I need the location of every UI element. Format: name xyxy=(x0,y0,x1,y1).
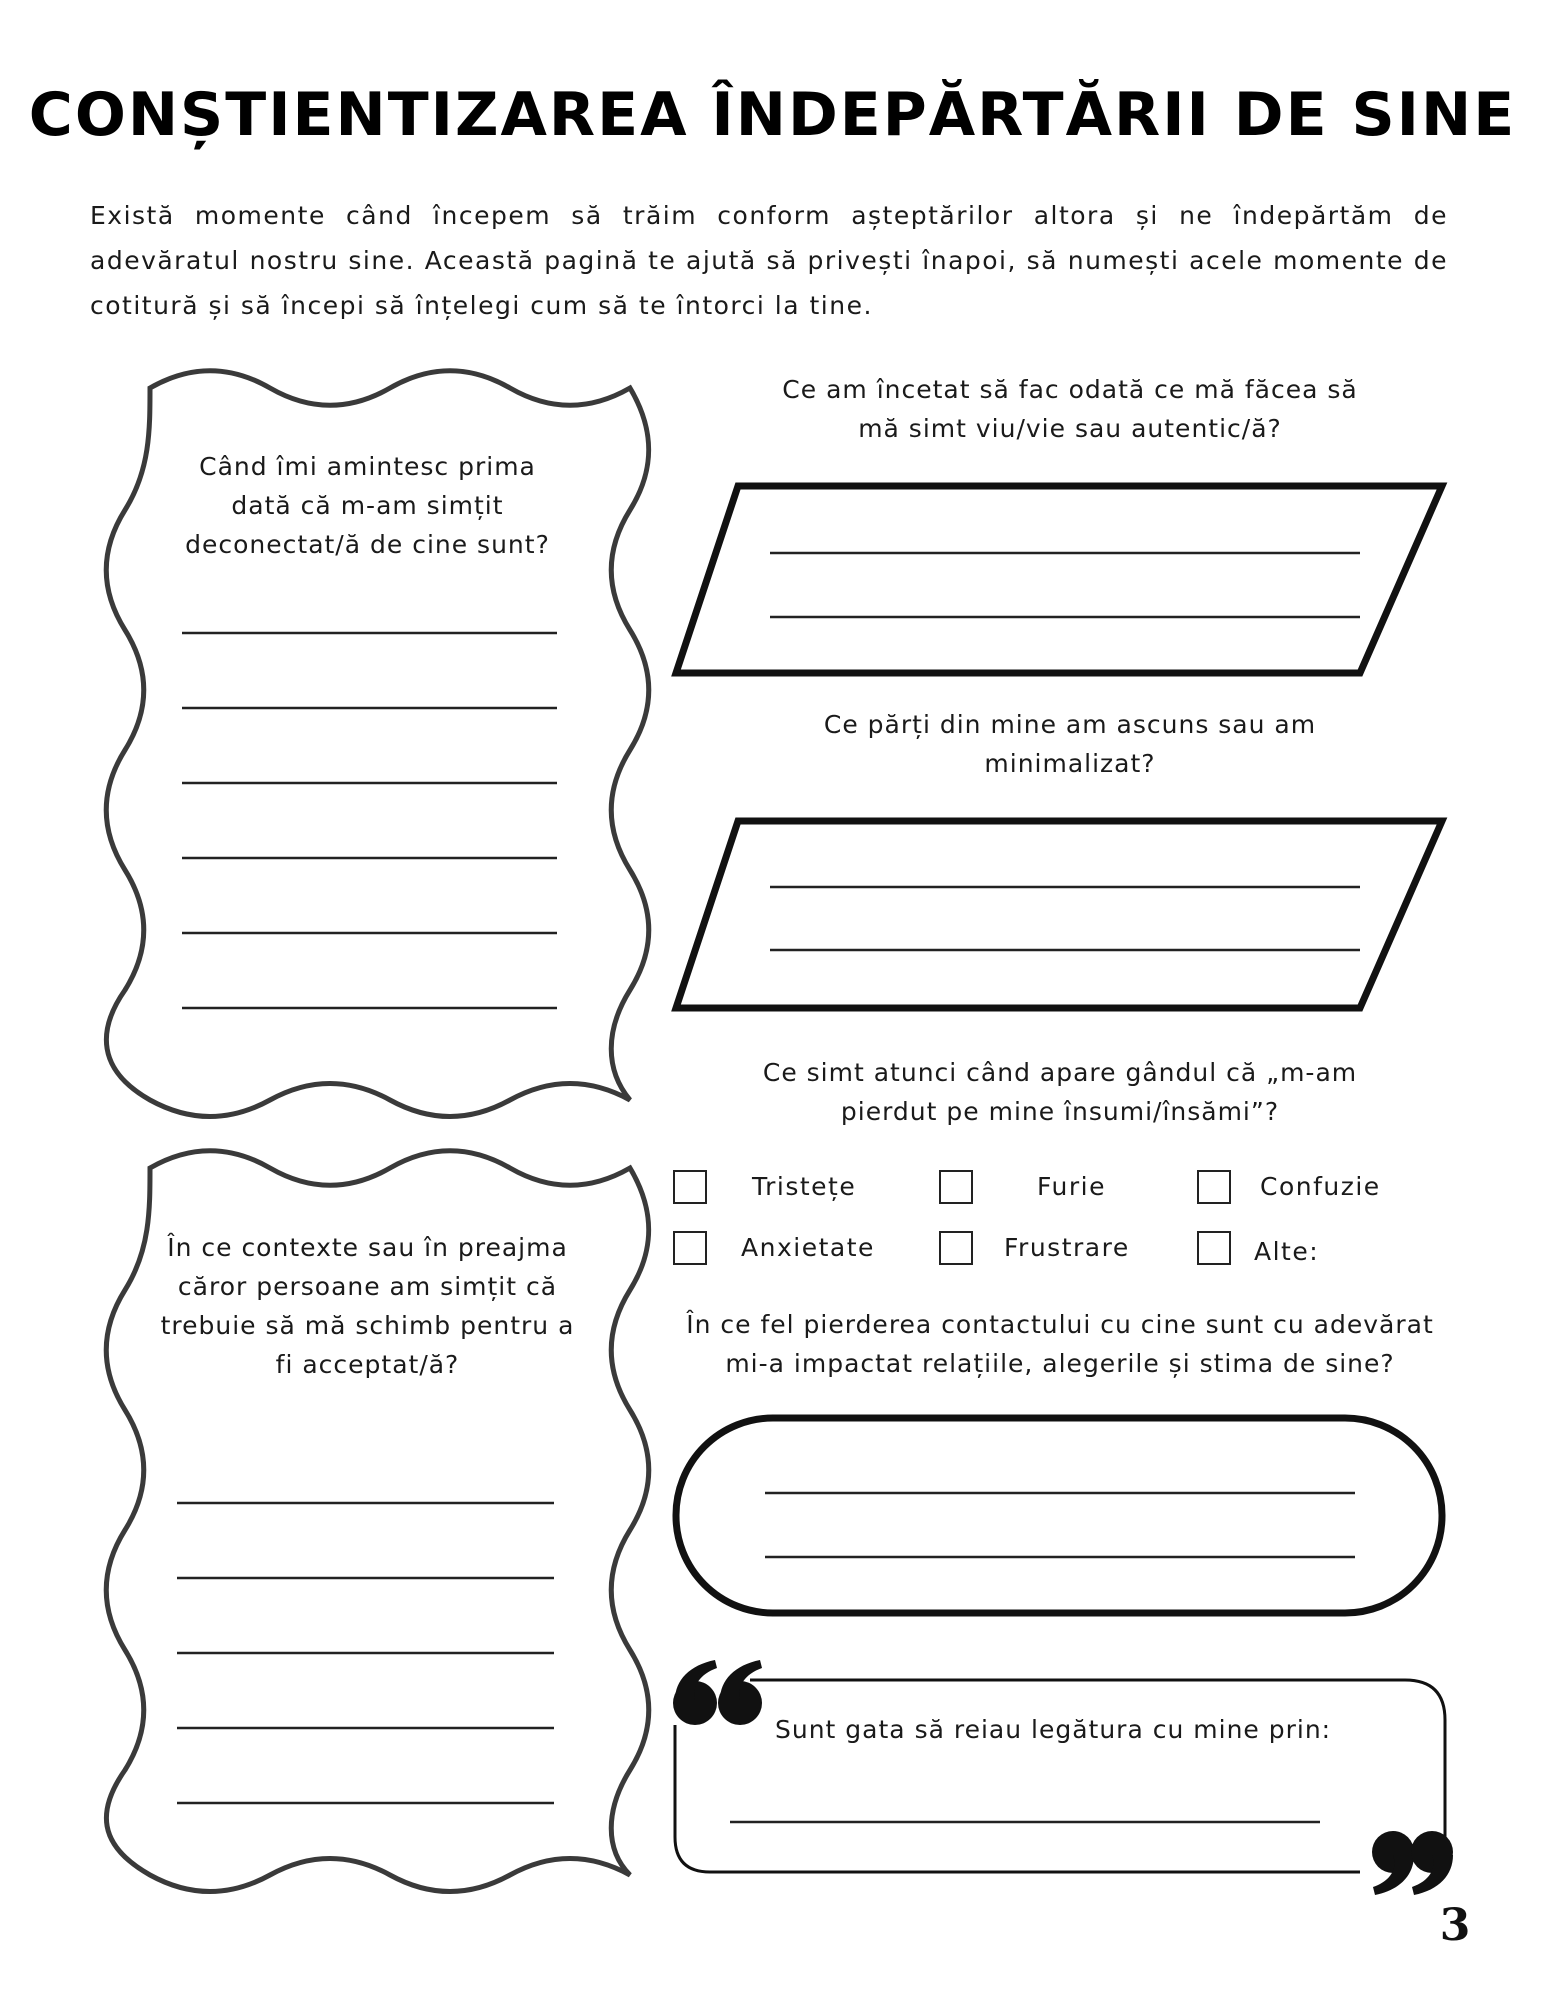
checkbox-label: Furie xyxy=(1037,1172,1106,1201)
checkbox-furie[interactable] xyxy=(939,1170,973,1204)
question-q4: Ce părți din mine am ascuns sau am minimalizat? xyxy=(823,710,1317,778)
quote-box xyxy=(675,1680,1445,1872)
checkbox-label: Alte: xyxy=(1254,1237,1320,1266)
checkbox-label: Anxietate xyxy=(741,1233,875,1262)
checkbox-anxietate[interactable] xyxy=(673,1231,707,1265)
parallelogram-frame-q4 xyxy=(676,821,1442,1008)
checkbox-label: Frustrare xyxy=(1004,1233,1130,1262)
checkbox-label: Confuzie xyxy=(1260,1172,1381,1201)
checkbox-alte[interactable] xyxy=(1197,1231,1231,1265)
checkbox-frustrare[interactable] xyxy=(939,1231,973,1265)
pill-frame-q6 xyxy=(676,1418,1442,1613)
question-q6: În ce fel pierderea contactului cu cine sunt cu adevărat mi-a impactat relațiile, alegerile și stima de sine? xyxy=(686,1310,1434,1378)
question-q2: În ce contexte sau în preajma căror persoane am simțit că trebuie să mă schimb pentru a fi acceptat/ă? xyxy=(160,1233,575,1379)
parallelogram-frame-q3 xyxy=(676,486,1442,673)
close-quote-icon xyxy=(1372,1831,1453,1895)
question-q1: Când îmi amintesc prima dată că m-am simțit deconectat/ă de cine sunt? xyxy=(185,452,550,559)
checkbox-tristete[interactable] xyxy=(673,1170,707,1204)
closing-prompt: Sunt gata să reiau legătura cu mine prin: xyxy=(775,1715,1332,1744)
checkbox-label: Tristețe xyxy=(752,1172,857,1201)
page-title: CONȘTIENTIZAREA ÎNDEPĂRTĂRII DE SINE xyxy=(28,80,1517,150)
question-q3: Ce am încetat să fac odată ce mă făcea să mă simt viu/vie sau autentic/ă? xyxy=(782,375,1358,443)
question-q5: Ce simt atunci când apare gândul că „m-am pierdut pe mine însumi/însămi”? xyxy=(762,1058,1358,1126)
page-number: 3 xyxy=(1439,1900,1471,1951)
open-quote-icon xyxy=(673,1660,762,1725)
checkbox-confuzie[interactable] xyxy=(1197,1170,1231,1204)
intro-paragraph: Există momente când începem să trăim conform așteptărilor altora și ne îndepărtăm de adevăratul nostru sine. Această pagină te ajută să privești înapoi, să numești acele momente de cotitură și să începi să înțelegi cum să te întorci la tine. xyxy=(90,201,1448,320)
